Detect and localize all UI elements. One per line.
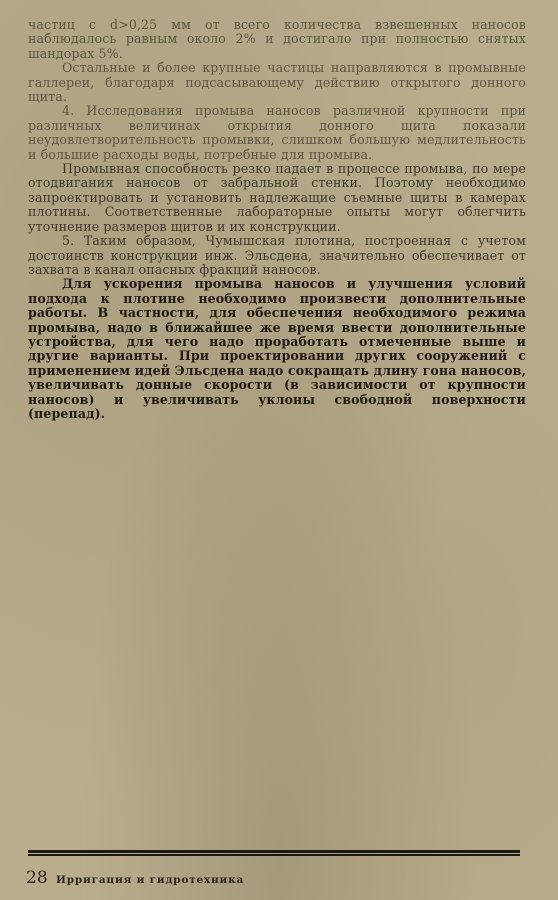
paragraph-2: Остальные и более крупные частицы направляются в промывные галлереи, благодаря подсасывающему действию открытого донного щита. [28, 60, 526, 105]
paragraph-5: 5. Таким образом, Чумышская плотина, построенная с учетом достоинств конструкции инж. Эльсдена, значительно обеспечивает от захвата в канал опасных фракций наносов. [28, 233, 526, 277]
paragraph-3: 4. Исследования промыва наносов различной крупности при различных величинах открытия донного щита показали неудовлетворительность промывки, слишком большую медлительность и большие расходы воды, потребные для промыва. [28, 103, 526, 162]
paragraph-6: Для ускорения промыва наносов и улучшения условий подхода к плотине необходимо произвести дополнительные работы. В частности, для обеспечения необходимого режима промыва, надо в ближайшее же время ввести дополнительные устройства, для чего надо проработать отмеченные выше и другие варианты. При проектировании других сооружений с применением идей Эльсдена надо сокращать длину гона наносов, увеличивать донные скорости (в зависимости от крупности наносов) и увеличивать уклоны свободной поверхности (перепад). [28, 276, 526, 421]
footer-rule-bottom [28, 854, 520, 856]
page-number: 28 [26, 868, 48, 888]
page-footer [26, 868, 526, 890]
paragraph-4: Промывная способность резко падает в процессе промыва, по мере отодвигания наносов от забральной стенки. Поэтому необходимо запроектировать и установить надлежащие съемные щиты в камерах плотины. Соответственные лабораторные опыты могут облегчить уточнение размеров щитов и их конструкции. [28, 161, 526, 234]
journal-title: Ирригация и гидротехника [56, 874, 245, 886]
paragraph-1: частиц с d>0,25 мм от всего количества взвешенных наносов наблюдалось равным около 2% и достигало при полностью снятых шандорах 5%. [28, 17, 526, 61]
footer-rule-top [28, 850, 520, 853]
body-text [28, 18, 526, 421]
